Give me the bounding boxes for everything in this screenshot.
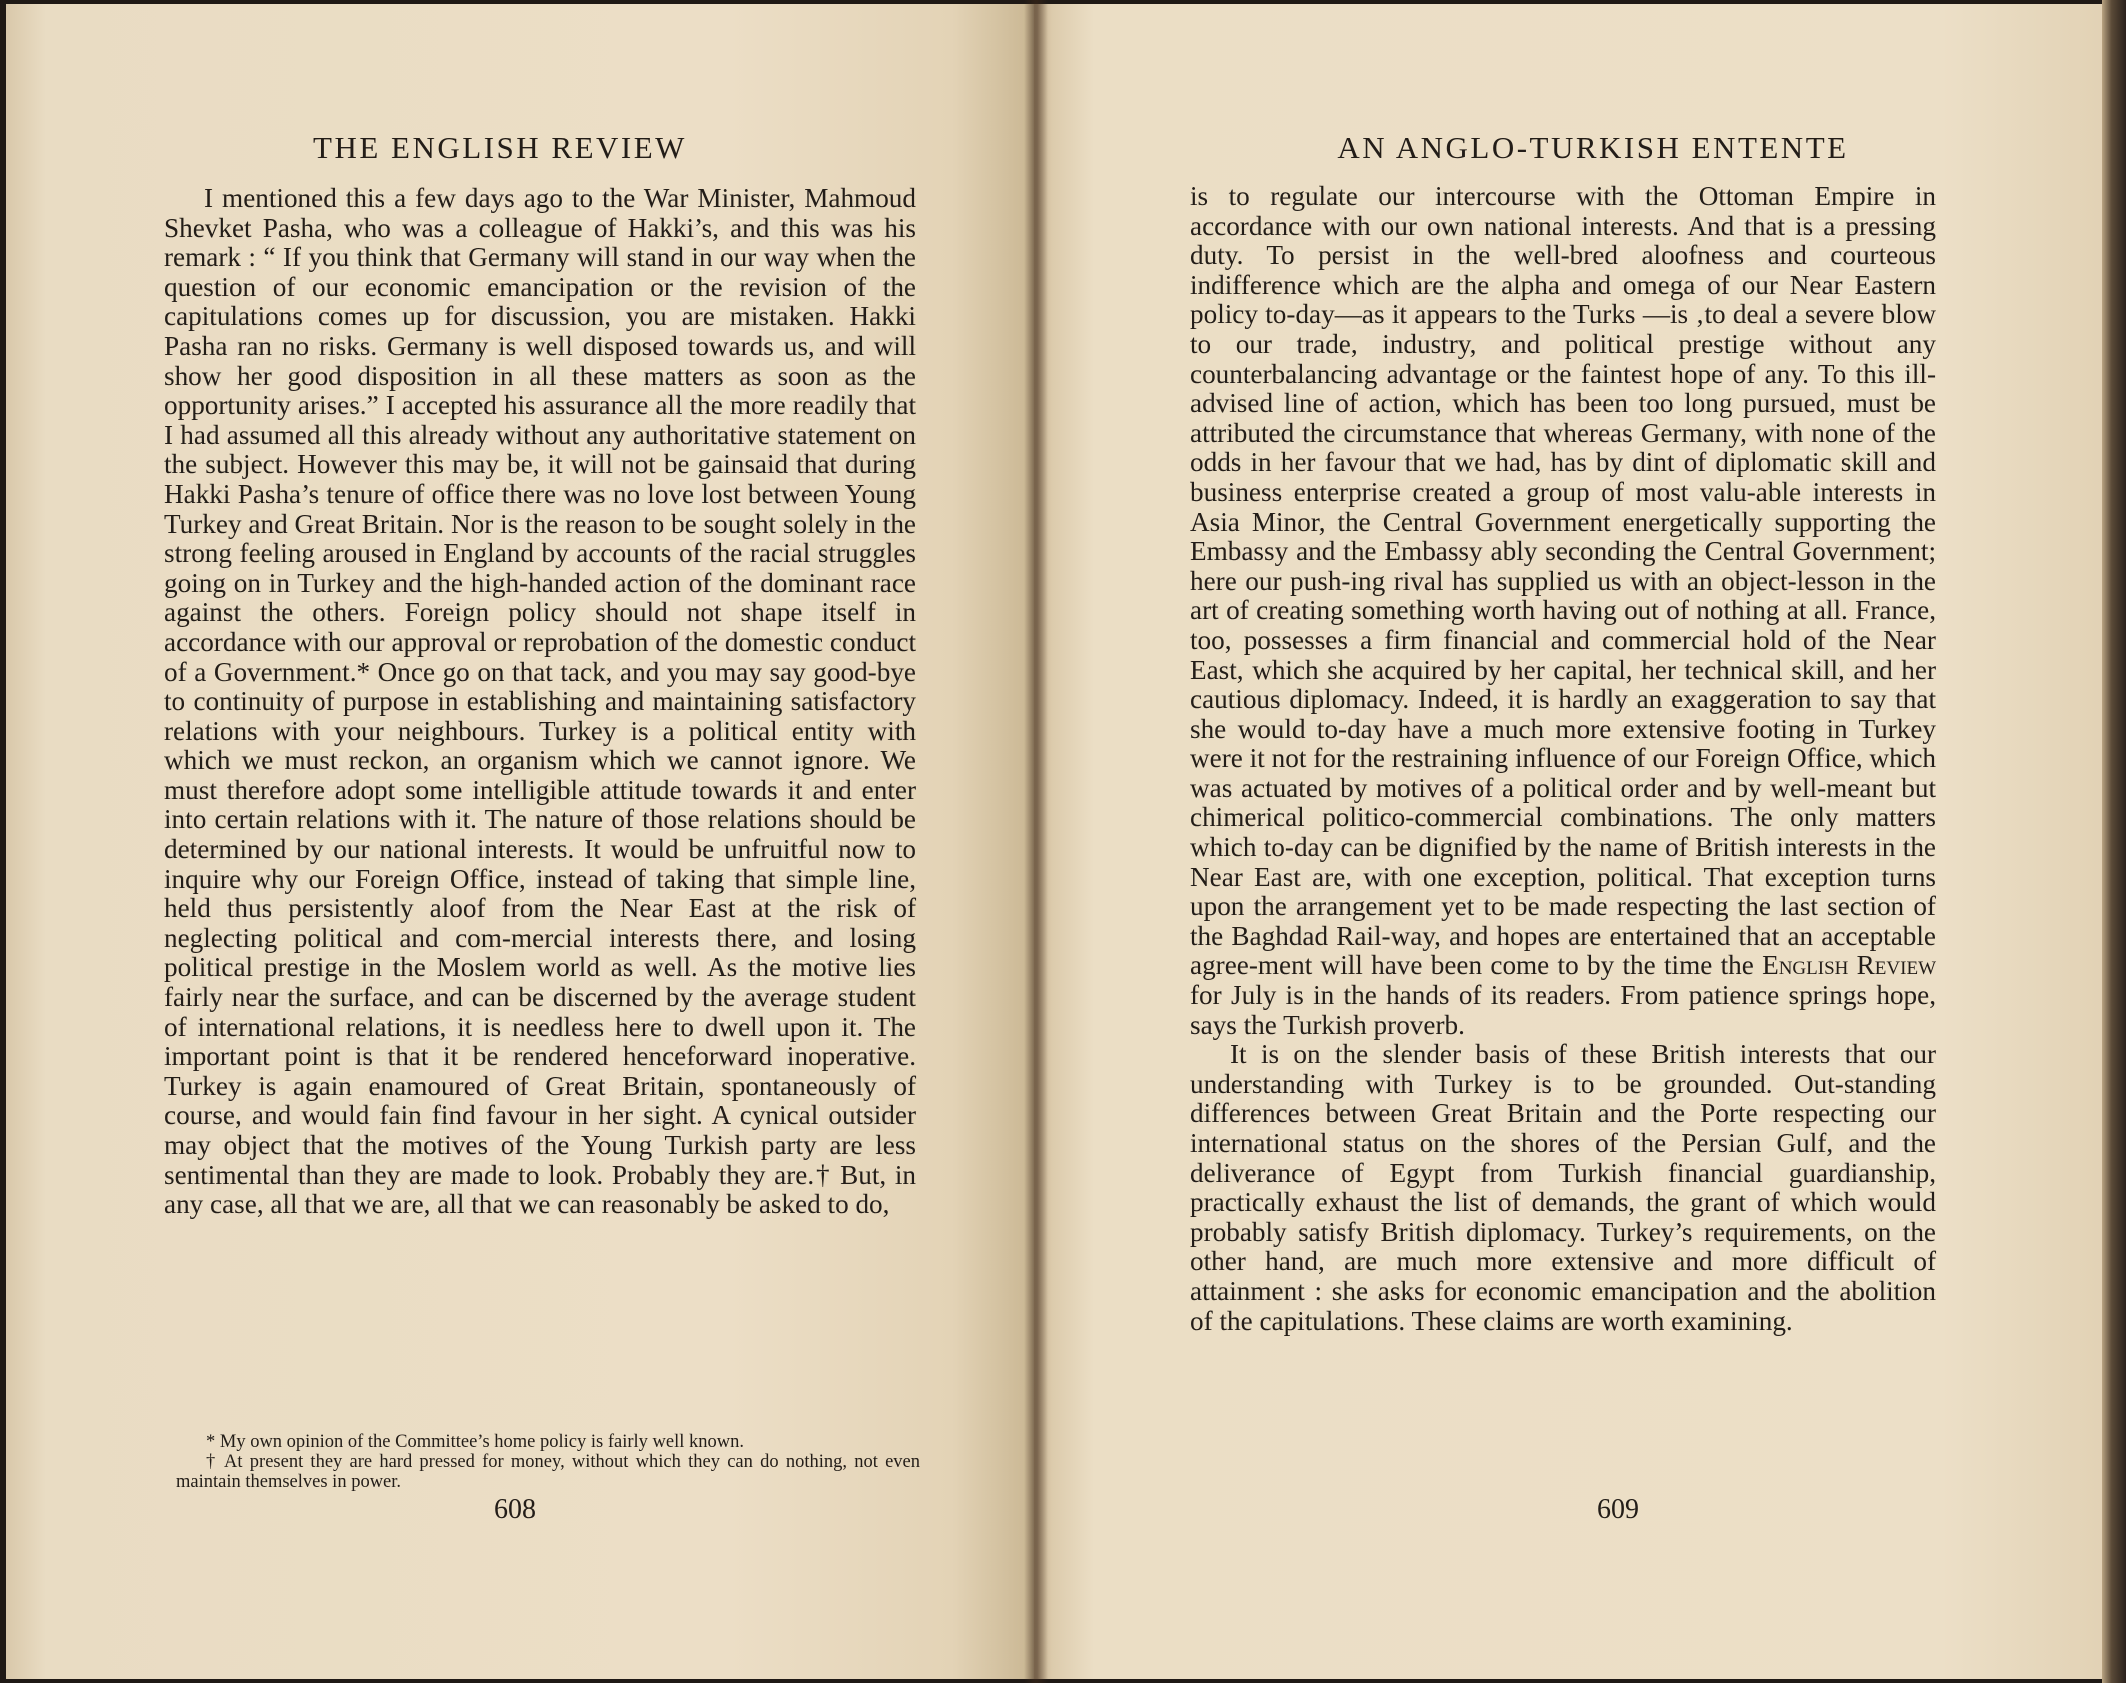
- small-caps-english: English: [1762, 950, 1849, 981]
- page-number-right: 609: [1597, 1494, 1639, 1525]
- footnote-dagger: † At present they are hard pressed for money, without which they can do nothing, not even maintain themselves in power.: [176, 1452, 920, 1492]
- page-number-left: 608: [494, 1494, 536, 1525]
- footnote-asterisk: * My own opinion of the Committee’s home policy is fairly well known.: [206, 1432, 744, 1452]
- running-head-left: THE ENGLISH REVIEW: [313, 130, 687, 165]
- page-edge-shadow: [2102, 0, 2126, 1683]
- left-page-body: [164, 184, 916, 1220]
- left-paragraph-1: I mentioned this a few days ago to the War Minister, Mahmoud Shevket Pasha, who was a colleague of Hakki’s, and this was his remark : “ If you think that Germany will stand in our way when the question of our economic emancipation or the revision of the capitulations comes up for discussion, you are mistaken. Hakki Pasha ran no risks. Germany is well disposed towards us, and will show her good disposition in all these matters as soon as the opportunity arises.” I accepted his assurance all the more readily that I had assumed all this already without any authoritative statement on the subject. However this may be, it will not be gainsaid that during Hakki Pasha’s tenure of office there was no love lost between Young Turkey and Great Britain. Nor is the reason to be sought solely in the strong feeling aroused in England by accounts of the racial struggles going on in Turkey and the high-handed action of the dominant race against the others. Foreign policy should not shape itself in accordance with our approval or reprobation of the domestic conduct of a Government.* Once go on that tack, and you may say good-bye to continuity of purpose in establishing and maintaining satisfactory relations with your neighbours. Turkey is a political entity with which we must reckon, an organism which we cannot ignore. We must therefore adopt some intelligible attitude towards it and enter into certain relations with it. The nature of those relations should be determined by our national interests. It would be unfruitful now to inquire why our Foreign Office, instead of taking that simple line, held thus persistently aloof from the Near East at the risk of neglecting political and com-mercial interests there, and losing political prestige in the Moslem world as well. As the motive lies fairly near the surface, and can be discerned by the average student of international relations, it is needless here to dwell upon it. The important point is that it be rendered henceforward inoperative. Turkey is again enamoured of Great Britain, spontaneously of course, and would fain find favour in her sight. A cynical outsider may object that the motives of the Young Turkish party are less sentimental than they are made to look. Probably they are.† But, in any case, all that we are, all that we can reasonably be asked to do,: [164, 183, 916, 1220]
- right-paragraph-1-text: is to regulate our intercourse with the Ottoman Empire in accordance with our own national interests. And that is a pressing duty. To persist in the well-bred aloofness and courteous indifference which are the alpha and omega of our Near Eastern policy to-day—as it appears to the Turks —is ‚to deal a severe blow to our trade, industry, and political prestige without any counterbalancing advantage or the faintest hope of any. To this ill-advised line of action, which has been too long pursued, must be attributed the circumstance that whereas Germany, with none of the odds in her favour that we had, has by dint of diplomatic skill and business enterprise created a group of most valu-able interests in Asia Minor, the Central Government energetically supporting the Embassy and the Embassy ably seconding the Central Government; here our push-ing rival has supplied us with an object-lesson in the art of creating something worth having out of nothing at all. France, too, possesses a firm financial and commercial hold of the Near East, which she acquired by her capital, her technical skill, and her cautious diplomacy. Indeed, it is hardly an exaggeration to say that she would to-day have a much more extensive footing in Turkey were it not for the restraining influence of our Foreign Office, which was actuated by motives of a political order and by well-meant but chimerical politico-commercial combinations. The only matters which to-day can be dignified by the name of British interests in the Near East are, with one exception, political. That exception turns upon the arrangement yet to be made respecting the last section of the Baghdad Rail-way, and hopes are entertained that an acceptable agree-ment will have been come to by the time the: [1190, 181, 1936, 981]
- right-paragraph-1-tail: for July is in the hands of its readers. From patience springs hope, says the Turkish proverb.: [1190, 980, 1936, 1040]
- right-paragraph-2: It is on the slender basis of these British interests that our understanding with Turkey is to be grounded. Out-standing differences between Great Britain and the Porte respecting our international status on the shores of the Persian Gulf, and the deliverance of Egypt from Turkish financial guardianship, practically exhaust the list of demands, the grant of which would probably satisfy British diplomacy. Turkey’s requirements, on the other hand, are much more extensive and more difficult of attainment : she asks for economic emancipation and the abolition of the capitulations. These claims are worth examining.: [1190, 1039, 1936, 1336]
- left-page: [6, 4, 1034, 1679]
- right-paragraph-1: [1190, 182, 1936, 1040]
- right-page-body: [1190, 182, 1936, 1336]
- book-gutter: [1024, 0, 1048, 1683]
- left-footnotes: [176, 1432, 920, 1492]
- running-head-right: AN ANGLO-TURKISH ENTENTE: [1337, 130, 1849, 165]
- small-caps-space: [1848, 950, 1856, 980]
- small-caps-review: Review: [1856, 950, 1936, 981]
- right-page: [1034, 4, 2102, 1679]
